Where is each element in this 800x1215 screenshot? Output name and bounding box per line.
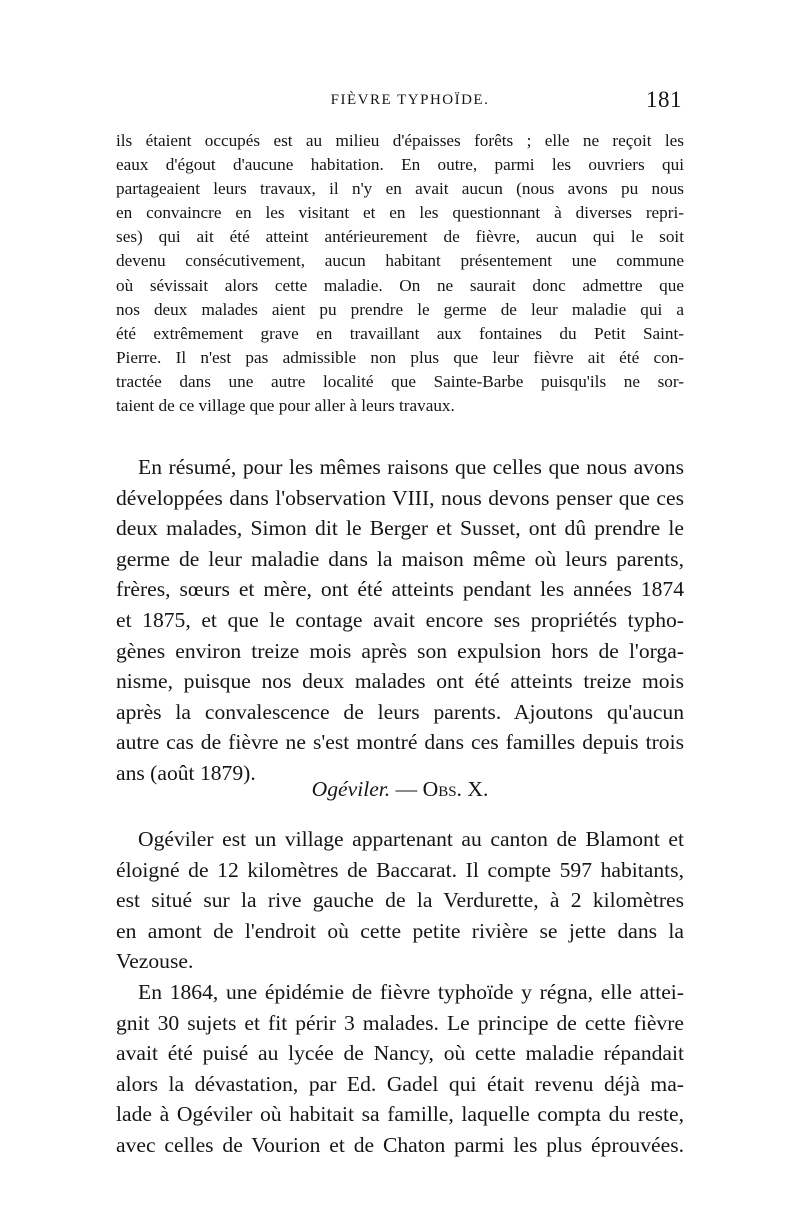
text-line: frères, sœurs et mère, ont été atteints pendant les années 1874 [116,577,684,602]
text-line: gnit 30 sujets et fit périr 3 malades. Le principe de cette fièvre [116,1010,684,1035]
text-line: deux malades, Simon dit le Berger et Susset, ont dû prendre le [116,516,684,541]
text-line: en convaincre en les visitant et en les questionnant à diverses repri- [116,203,684,223]
text-line: En résumé, pour les mêmes raisons que celles que nous avons [138,455,684,479]
text-line: germe de leur maladie dans la maison même où leurs parents, [116,546,684,571]
text-line: avec celles de Vourion et de Chaton parmi les plus éprouvées. [116,1132,684,1157]
text-line: développées dans l'observation VIII, nous devons penser que ces [116,485,684,510]
text-line: partageaient leurs travaux, il n'y en avait aucun (nous avons pu nous [116,179,684,199]
text-line: alors la dévastation, par Ed. Gadel qui était revenu déjà ma- [116,1071,684,1096]
heading-observation: Obs. X. [422,777,489,801]
text-line: eaux d'égout d'aucune habitation. En outre, parmi les ouvriers qui [116,155,684,175]
running-title: FIÈVRE TYPHOÏDE. [330,92,490,108]
text-line: Vezouse. [116,949,194,974]
text-line: où sévissait alors cette maladie. On ne saurait donc admettre que [116,275,684,295]
heading-separator: — [395,777,418,801]
text-line: et 1875, et que le contage avait encore ses propriétés typho- [116,607,684,632]
heading-place: Ogéviler. [311,777,391,801]
paragraph-continuation [116,129,684,418]
text-line: Ogéviler est un village appartenant au canton de Blamont et [138,827,684,851]
text-line: éloigné de 12 kilomètres de Baccarat. Il compte 597 habitants, [116,857,684,882]
text-line: nisme, puisque nos deux malades ont été atteints treize mois [116,669,684,694]
paragraph-village-description [116,824,684,977]
text-line: avait été puisé au lycée de Nancy, où cette maladie répandait [116,1041,684,1066]
text-line: devenu consécutivement, aucun habitant présentement une commune [116,251,684,271]
paragraph-epidemic-1864 [116,977,684,1161]
text-line: ans (août 1879). [116,760,256,785]
text-line: autre cas de fièvre ne s'est montré dans ces familles depuis trois [116,730,684,755]
text-line: taient de ce village que pour aller à leurs travaux. [116,396,455,416]
text-line: en amont de l'endroit où cette petite rivière se jette dans la [116,918,684,943]
text-line: ses) qui ait été atteint antérieurement de fièvre, aucun qui le soit [116,227,684,247]
text-line: Pierre. Il n'est pas admissible non plus que leur fièvre ait été con- [116,347,684,367]
text-line: est situé sur la rive gauche de la Verdurette, à 2 kilomètres [116,888,684,913]
page-number: 181 [646,87,682,112]
text-line: lade à Ogéviler où habitait sa famille, laquelle compta du reste, [116,1102,684,1127]
text-line: En 1864, une épidémie de fièvre typhoïde y régna, elle attei- [138,980,684,1004]
paragraph-summary [116,452,684,789]
text-line: tractée dans une autre localité que Sainte-Barbe puisqu'ils ne sor- [116,371,684,391]
text-line: nos deux malades aient pu prendre le germe de leur maladie qui a [116,299,684,319]
section-heading [116,774,684,804]
text-line: été extrêmement grave en travaillant aux fontaines du Petit Saint- [116,323,684,343]
text-line: après la convalescence de leurs parents. Ajoutons qu'aucun [116,699,684,724]
text-line: gènes environ treize mois après son expulsion hors de l'orga- [116,638,684,663]
text-line: ils étaient occupés est au milieu d'épaisses forêts ; elle ne reçoit les [116,131,684,150]
